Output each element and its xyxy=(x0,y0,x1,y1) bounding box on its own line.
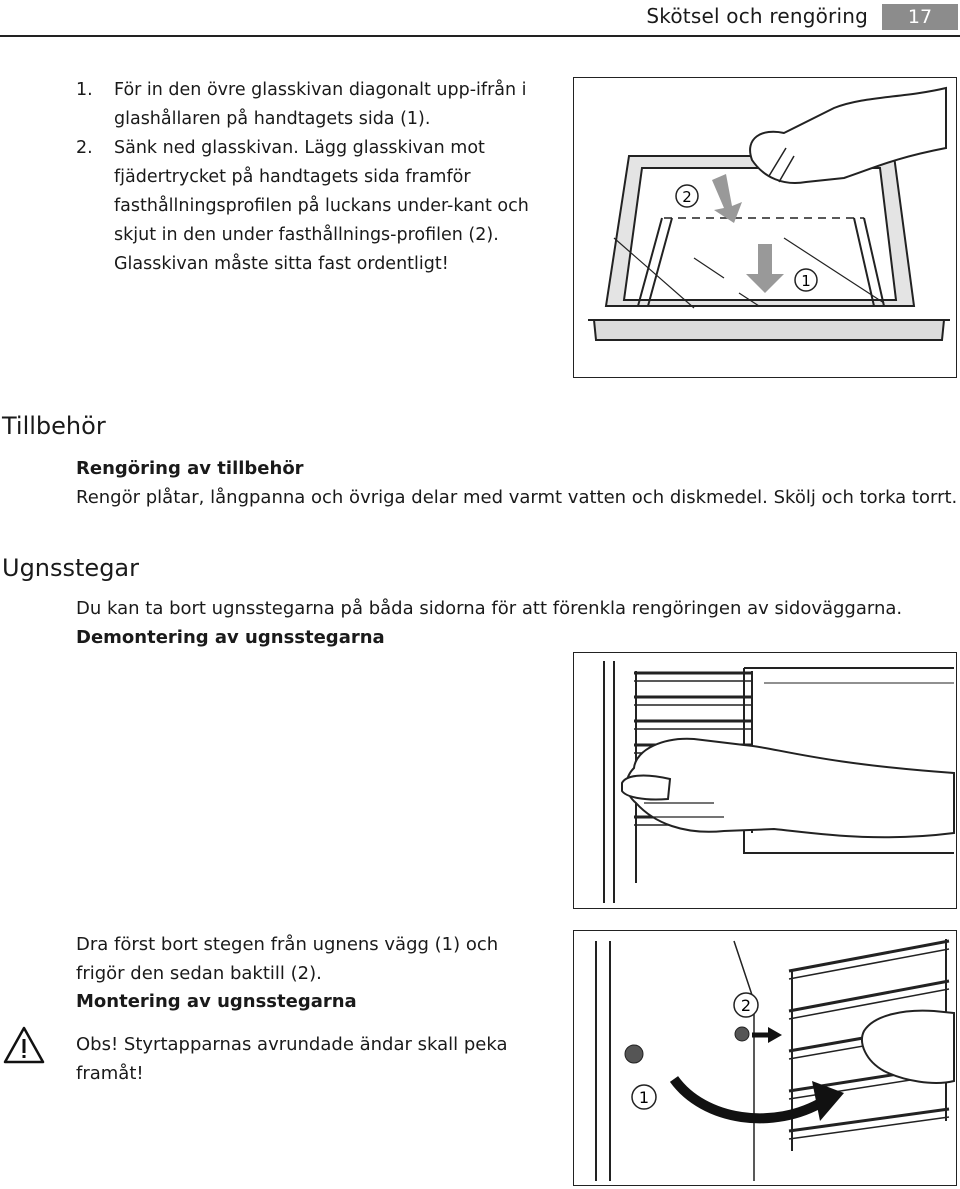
page-number: 17 xyxy=(882,4,958,30)
header-divider xyxy=(0,35,960,37)
installation-heading: Montering av ugnsstegarna xyxy=(76,991,357,1012)
accessories-subheading: Rengöring av tillbehör xyxy=(76,458,304,479)
callout-2: 2 xyxy=(682,188,692,206)
installation-note: Obs! Styrtapparnas avrundade ändar skall peka framåt! xyxy=(76,1034,508,1084)
shelf-supports-intro: Du kan ta bort ugnsstegarna på båda sidorna för att förenkla rengöringen av sidoväggarna. xyxy=(76,598,903,619)
step-number: 2. xyxy=(76,138,93,158)
accessories-heading: Tillbehör xyxy=(2,412,106,440)
section-title: Skötsel och rengöring xyxy=(646,4,868,28)
remove-shelf-support-illustration xyxy=(573,652,957,909)
removal-text: Dra först bort stegen från ugnens vägg (1) och frigör den sedan baktill (2). xyxy=(76,934,499,984)
step-1 xyxy=(76,76,536,134)
step-text: Sänk ned glasskivan. Lägg glasskivan mot fjädertrycket på handtagets sida framför fasthållningsprofilen på luckans under-kant och skjut in den under fasthållnings-profilen (2). Glasskivan måste sitta fast ordentligt! xyxy=(114,138,529,274)
step-2 xyxy=(76,134,536,279)
glass-installation-steps xyxy=(76,76,536,279)
warning-icon xyxy=(2,1024,46,1068)
callout-1: 1 xyxy=(801,272,811,290)
callout-2: 2 xyxy=(740,996,752,1015)
shelf-supports-heading: Ugnsstegar xyxy=(2,554,140,582)
door-glass-illustration xyxy=(573,77,957,378)
step-text: För in den övre glasskivan diagonalt upp-ifrån i glashållaren på handtagets sida (1). xyxy=(114,80,527,129)
callout-1: 1 xyxy=(638,1088,650,1107)
removal-heading: Demontering av ugnsstegarna xyxy=(76,627,385,648)
accessories-text: Rengör plåtar, långpanna och övriga delar med varmt vatten och diskmedel. Skölj och torka torrt. xyxy=(76,487,958,508)
install-shelf-support-illustration xyxy=(573,930,957,1186)
step-number: 1. xyxy=(76,80,93,100)
